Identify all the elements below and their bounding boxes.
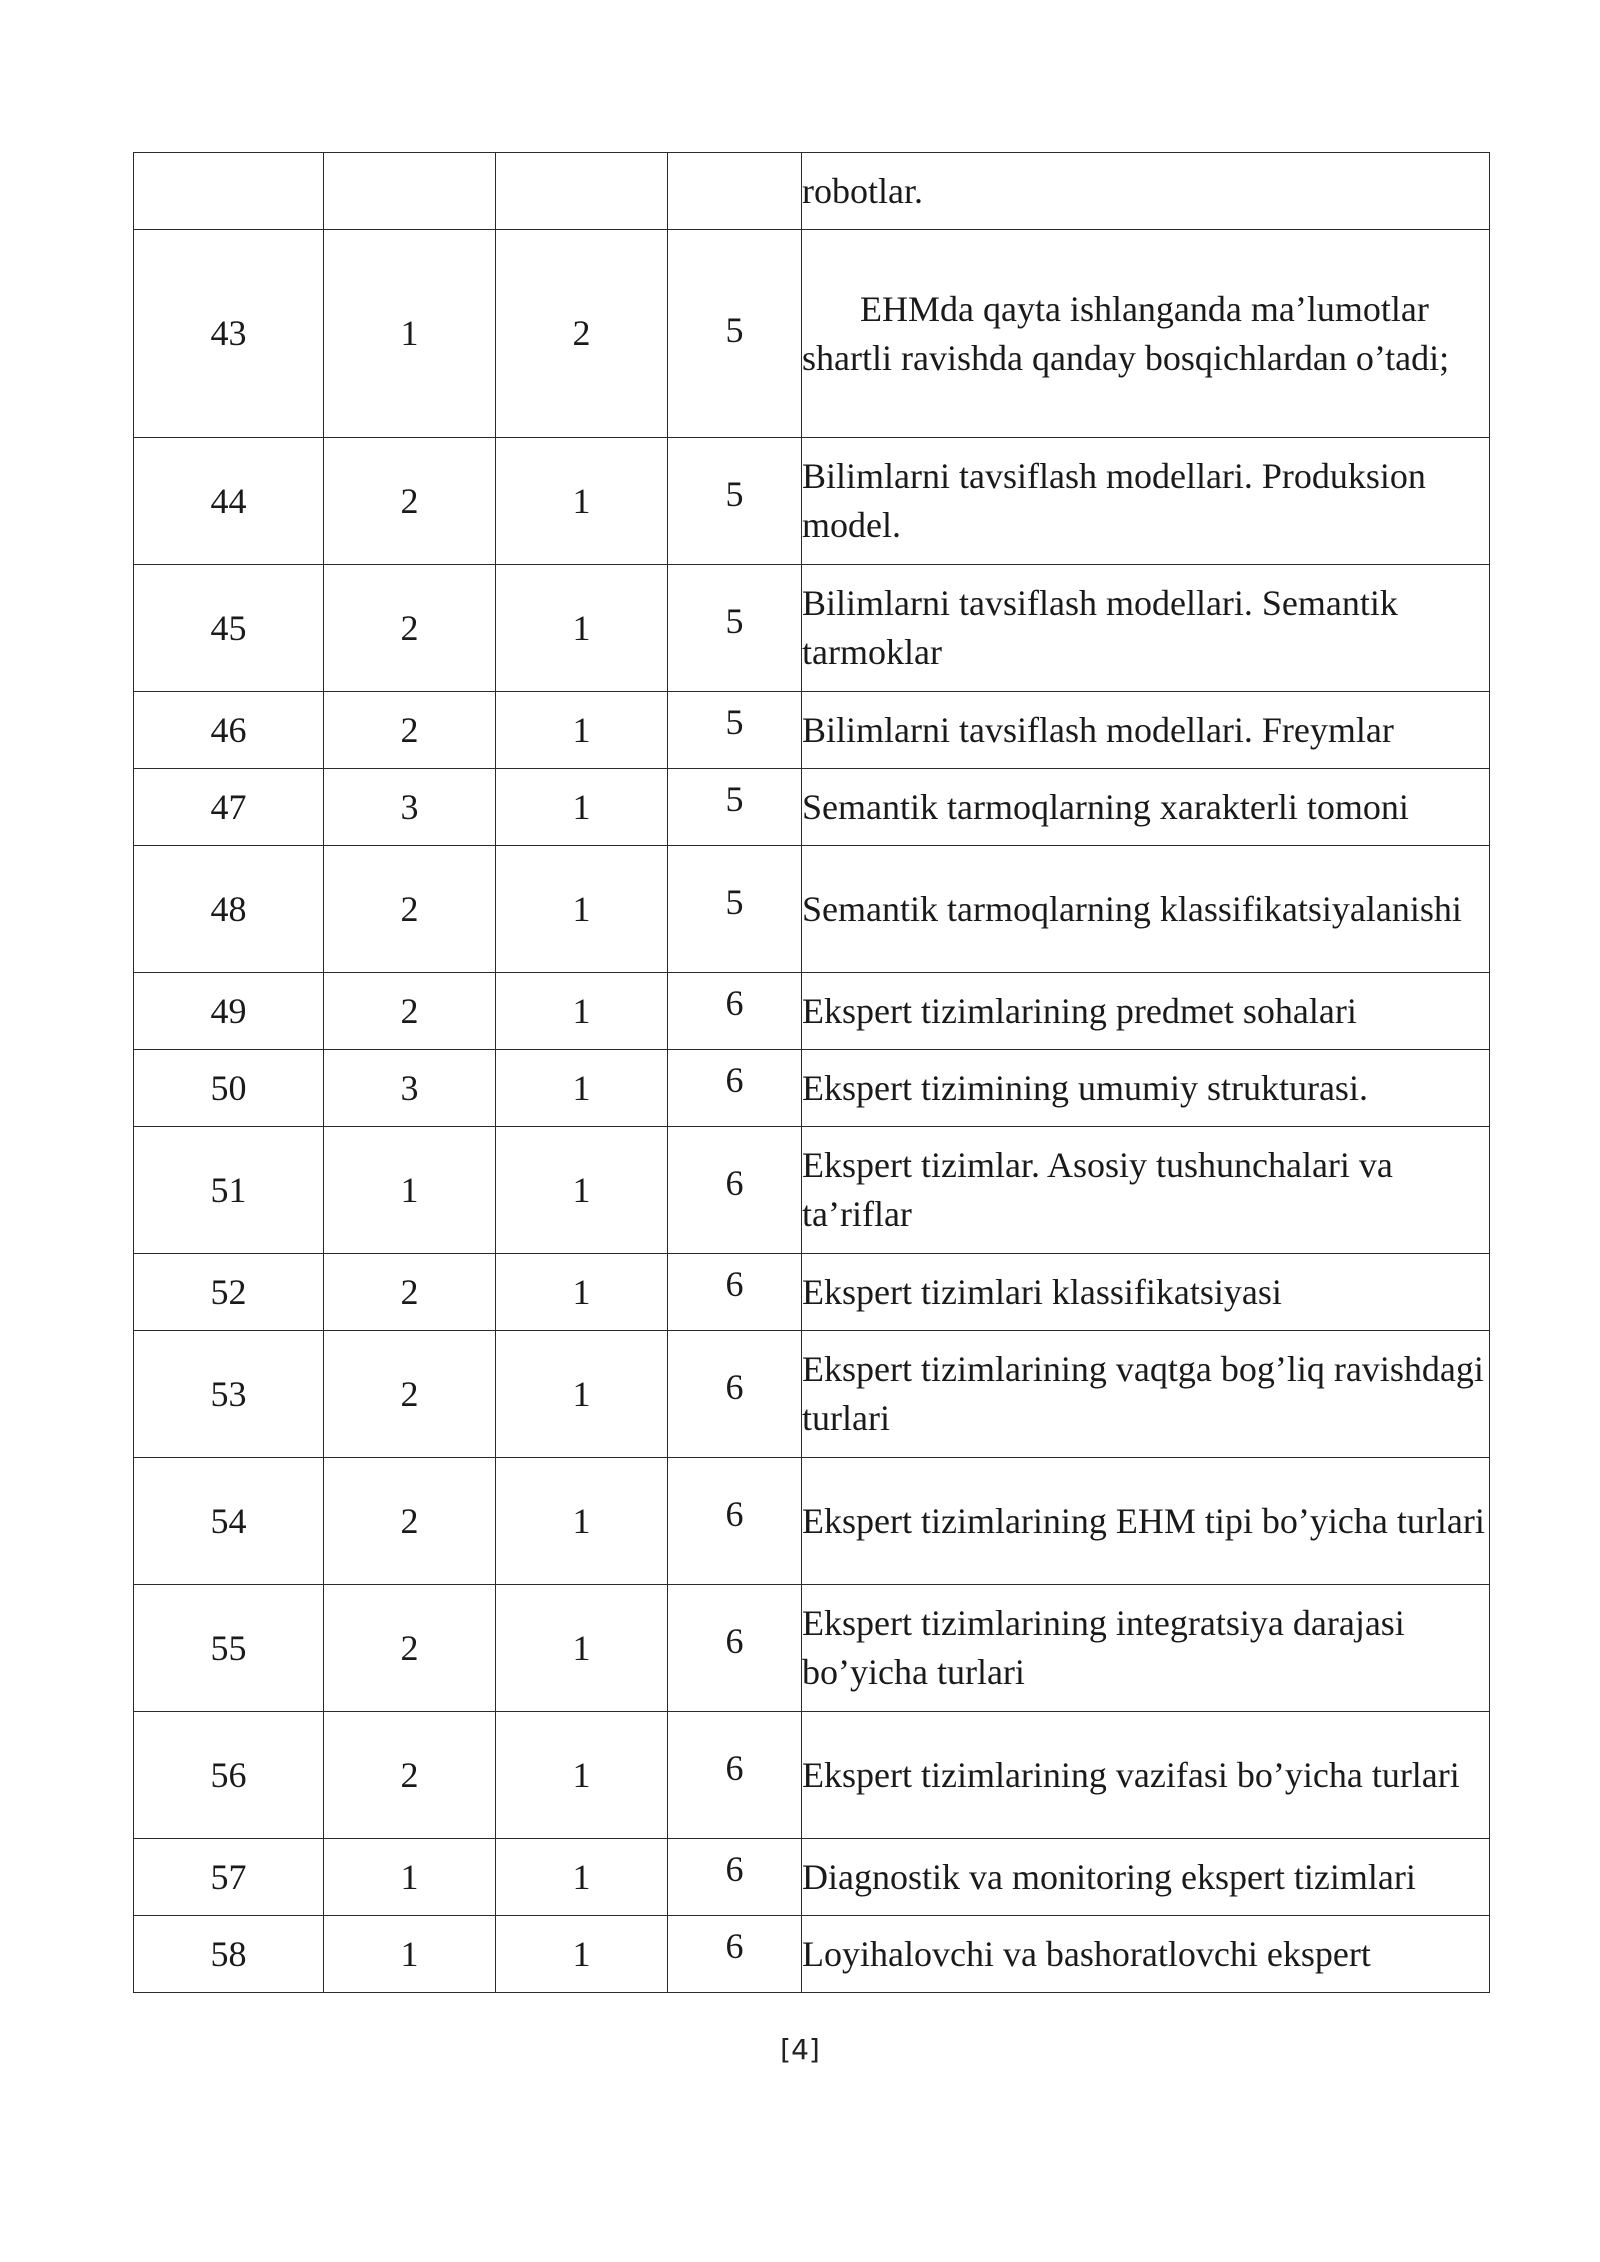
- row-number-cell: 50: [134, 1050, 324, 1127]
- col-b-cell: 1: [496, 1585, 668, 1712]
- col-b-cell: [496, 153, 668, 230]
- col-a-cell: 2: [324, 565, 496, 692]
- section-cell: [668, 1331, 802, 1458]
- topic-text-cell: Semantik tarmoqlarning klassifikatsiyalanishi: [802, 846, 1490, 973]
- table-row: [134, 692, 1490, 769]
- col-a-cell: 2: [324, 1585, 496, 1712]
- col-b-cell: 1: [496, 1712, 668, 1839]
- table-row: [134, 1712, 1490, 1839]
- row-number-cell: 43: [134, 230, 324, 438]
- topics-table: [133, 152, 1490, 1993]
- col-b-cell: 1: [496, 846, 668, 973]
- table-row: [134, 1127, 1490, 1254]
- section-cell: [668, 230, 802, 438]
- row-number-cell: 54: [134, 1458, 324, 1585]
- section-cell: [668, 438, 802, 565]
- col-a-cell: 2: [324, 1712, 496, 1839]
- row-number-cell: 49: [134, 973, 324, 1050]
- col-b-cell: 1: [496, 438, 668, 565]
- section-number: 5: [725, 310, 744, 350]
- topic-text-cell: Ekspert tizimlarining EHM tipi bo’yicha turlari: [802, 1458, 1490, 1585]
- section-number: 5: [725, 882, 744, 922]
- table-row: [134, 846, 1490, 973]
- col-b-cell: 1: [496, 1916, 668, 1993]
- row-number-cell: 58: [134, 1916, 324, 1993]
- section-cell: [668, 692, 802, 769]
- topic-text-cell: Bilimlarni tavsiflash modellari. Freymlar: [802, 692, 1490, 769]
- col-a-cell: [324, 153, 496, 230]
- col-b-cell: 1: [496, 1050, 668, 1127]
- row-number-cell: 47: [134, 769, 324, 846]
- col-b-cell: 1: [496, 1331, 668, 1458]
- section-number: 6: [725, 1849, 744, 1889]
- section-cell: [668, 1916, 802, 1993]
- col-b-cell: 1: [496, 769, 668, 846]
- section-number: 5: [725, 474, 744, 514]
- table-row: [134, 1050, 1490, 1127]
- topics-table-body: [134, 153, 1490, 1993]
- topic-text-cell: Ekspert tizimlar. Asosiy tushunchalari va ta’riflar: [802, 1127, 1490, 1254]
- section-number: 6: [725, 1494, 744, 1534]
- section-number: 5: [725, 779, 744, 819]
- topic-text-cell: Ekspert tizimlarining vazifasi bo’yicha turlari: [802, 1712, 1490, 1839]
- col-a-cell: 1: [324, 1839, 496, 1916]
- col-b-cell: 2: [496, 230, 668, 438]
- row-number-cell: 52: [134, 1254, 324, 1331]
- section-cell: [668, 1585, 802, 1712]
- section-cell: [668, 565, 802, 692]
- section-cell: [668, 1127, 802, 1254]
- table-row: [134, 1585, 1490, 1712]
- col-a-cell: 2: [324, 438, 496, 565]
- row-number-cell: 53: [134, 1331, 324, 1458]
- table-row: [134, 1331, 1490, 1458]
- row-number-cell: 46: [134, 692, 324, 769]
- col-b-cell: 1: [496, 1254, 668, 1331]
- col-b-cell: 1: [496, 1458, 668, 1585]
- col-a-cell: 1: [324, 1916, 496, 1993]
- table-row: [134, 153, 1490, 230]
- col-a-cell: 2: [324, 846, 496, 973]
- col-b-cell: 1: [496, 973, 668, 1050]
- table-row: [134, 438, 1490, 565]
- section-number: 5: [725, 601, 744, 641]
- section-number: 6: [725, 1264, 744, 1304]
- table-row: [134, 1916, 1490, 1993]
- row-number-cell: 55: [134, 1585, 324, 1712]
- col-a-cell: 3: [324, 769, 496, 846]
- section-number: 6: [725, 1621, 744, 1661]
- topic-text-cell: Ekspert tizimining umumiy strukturasi.: [802, 1050, 1490, 1127]
- section-number: 6: [725, 983, 744, 1023]
- topic-text-cell: Ekspert tizimlarining predmet sohalari: [802, 973, 1490, 1050]
- col-a-cell: 2: [324, 1331, 496, 1458]
- topic-text-cell: Bilimlarni tavsiflash modellari. Produksion model.: [802, 438, 1490, 565]
- col-a-cell: 2: [324, 1458, 496, 1585]
- section-number: 5: [725, 702, 744, 742]
- row-number-cell: 51: [134, 1127, 324, 1254]
- topic-text-cell: Diagnostik va monitoring ekspert tizimlari: [802, 1839, 1490, 1916]
- section-cell: [668, 846, 802, 973]
- section-number: 6: [725, 1748, 744, 1788]
- topic-text-cell: Ekspert tizimlari klassifikatsiyasi: [802, 1254, 1490, 1331]
- row-number-cell: 56: [134, 1712, 324, 1839]
- section-number: 6: [725, 1163, 744, 1203]
- row-number-cell: 57: [134, 1839, 324, 1916]
- col-b-cell: 1: [496, 1839, 668, 1916]
- col-a-cell: 2: [324, 973, 496, 1050]
- table-row: [134, 1458, 1490, 1585]
- table-row: [134, 1254, 1490, 1331]
- topic-text-cell: robotlar.: [802, 153, 1490, 230]
- section-cell: [668, 1050, 802, 1127]
- topic-text-cell: Ekspert tizimlarining vaqtga bog’liq ravishdagi turlari: [802, 1331, 1490, 1458]
- section-number: 6: [725, 1926, 744, 1966]
- table-row: [134, 565, 1490, 692]
- page-number: [4]: [780, 2033, 820, 2066]
- section-cell: [668, 1254, 802, 1331]
- row-number-cell: 48: [134, 846, 324, 973]
- row-number-cell: 44: [134, 438, 324, 565]
- col-b-cell: 1: [496, 565, 668, 692]
- section-cell: [668, 153, 802, 230]
- section-cell: [668, 1712, 802, 1839]
- col-a-cell: 3: [324, 1050, 496, 1127]
- topic-text-cell: Ekspert tizimlarining integratsiya darajasi bo’yicha turlari: [802, 1585, 1490, 1712]
- col-a-cell: 1: [324, 1127, 496, 1254]
- section-cell: [668, 769, 802, 846]
- table-row: [134, 230, 1490, 438]
- section-cell: [668, 1839, 802, 1916]
- table-row: [134, 1839, 1490, 1916]
- col-a-cell: 2: [324, 1254, 496, 1331]
- table-row: [134, 973, 1490, 1050]
- col-b-cell: 1: [496, 1127, 668, 1254]
- table-row: [134, 769, 1490, 846]
- section-number: 6: [725, 1367, 744, 1407]
- topic-text-cell: EHMda qayta ishlanganda ma’lumotlar shartli ravishda qanday bosqichlardan o’tadi;: [802, 230, 1490, 438]
- topic-text-cell: Loyihalovchi va bashoratlovchi ekspert: [802, 1916, 1490, 1993]
- section-cell: [668, 973, 802, 1050]
- col-b-cell: 1: [496, 692, 668, 769]
- col-a-cell: 2: [324, 692, 496, 769]
- col-a-cell: 1: [324, 230, 496, 438]
- row-number-cell: 45: [134, 565, 324, 692]
- row-number-cell: [134, 153, 324, 230]
- topic-text-cell: Bilimlarni tavsiflash modellari. Semantik tarmoklar: [802, 565, 1490, 692]
- topic-text-cell: Semantik tarmoqlarning xarakterli tomoni: [802, 769, 1490, 846]
- section-number: 6: [725, 1060, 744, 1100]
- section-cell: [668, 1458, 802, 1585]
